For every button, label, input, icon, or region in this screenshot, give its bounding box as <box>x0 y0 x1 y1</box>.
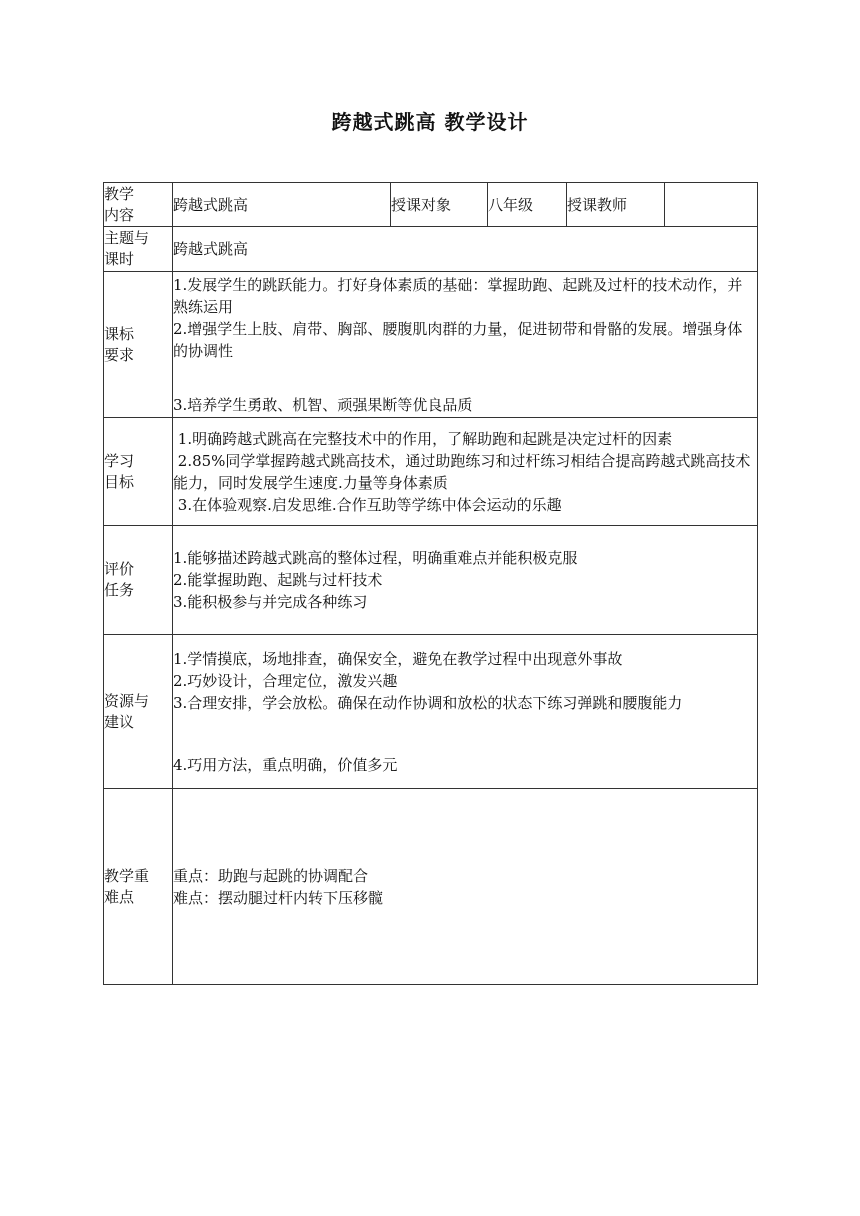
row-assessment <box>104 526 758 635</box>
objectives-label: 学习 目标 <box>104 418 173 526</box>
row-teaching-content <box>104 183 758 227</box>
assessment-item: 2.能掌握助跑、起跳与过杆技术 <box>173 571 383 589</box>
assessment-item: 3.能积极参与并完成各种练习 <box>173 593 368 611</box>
topic-value: 跨越式跳高 <box>173 227 758 272</box>
teacher-value <box>665 183 758 227</box>
resources-item: 2.巧妙设计，合理定位，激发兴趣 <box>173 671 398 690</box>
objectives-content <box>173 418 758 526</box>
standards-label: 课标 要求 <box>104 272 173 418</box>
audience-value: 八年级 <box>488 183 567 227</box>
standards-item: 3.培养学生勇敢、机智、顽强果断等优良品质 <box>173 395 473 414</box>
assessment-content <box>173 526 758 635</box>
resources-content <box>173 635 758 789</box>
assessment-item: 1.能够描述跨越式跳高的整体过程，明确重难点并能积极克服 <box>173 549 578 567</box>
key-point-item: 重点：助跑与起跳的协调配合 <box>173 866 369 885</box>
key-points-label: 教学重 难点 <box>104 789 173 985</box>
row-objectives <box>104 418 758 526</box>
row-resources <box>104 635 758 789</box>
teacher-label: 授课教师 <box>567 183 665 227</box>
document-title: 跨越式跳高 教学设计 <box>331 110 529 134</box>
resources-item: 1.学情摸底，场地排查，确保安全，避免在教学过程中出现意外事故 <box>173 649 623 668</box>
row-topic <box>104 227 758 272</box>
resources-label: 资源与 建议 <box>104 635 173 789</box>
assessment-label: 评价 任务 <box>104 526 173 635</box>
objectives-item: 1.明确跨越式跳高在完整技术中的作用，了解助跑和起跳是决定过杆的因素 <box>173 429 673 448</box>
row-standards <box>104 272 758 418</box>
content-value: 跨越式跳高 <box>173 183 391 227</box>
key-points-content <box>173 789 758 985</box>
topic-label: 主题与 课时 <box>104 227 173 272</box>
key-point-item: 难点：摆动腿过杆内转下压移髋 <box>173 888 384 907</box>
row-key-points <box>104 789 758 985</box>
objectives-item: 3.在体验观察.启发思维.合作互助等学练中体会运动的乐趣 <box>173 495 562 514</box>
standards-content <box>173 272 758 418</box>
content-label: 教学 内容 <box>104 183 173 227</box>
resources-item: 3.合理安排，学会放松。确保在动作协调和放松的状态下练习弹跳和腰腹能力 <box>173 693 683 712</box>
resources-item: 4.巧用方法，重点明确，价值多元 <box>173 755 398 774</box>
lesson-plan-table <box>103 182 758 985</box>
standards-item: 2.增强学生上肢、肩带、胸部、腰腹肌肉群的力量，促进韧带和骨骼的发展。增强身体的协调性 <box>173 319 743 360</box>
objectives-item: 2.85%同学掌握跨越式跳高技术，通过助跑练习和过杆练习相结合提高跨越式跳高技术能力，同时发展学生速度.力量等身体素质 <box>173 451 751 492</box>
audience-label: 授课对象 <box>391 183 488 227</box>
standards-item: 1.发展学生的跳跃能力。打好身体素质的基础：掌握助跑、起跳及过杆的技术动作，并熟练运用 <box>173 275 743 316</box>
